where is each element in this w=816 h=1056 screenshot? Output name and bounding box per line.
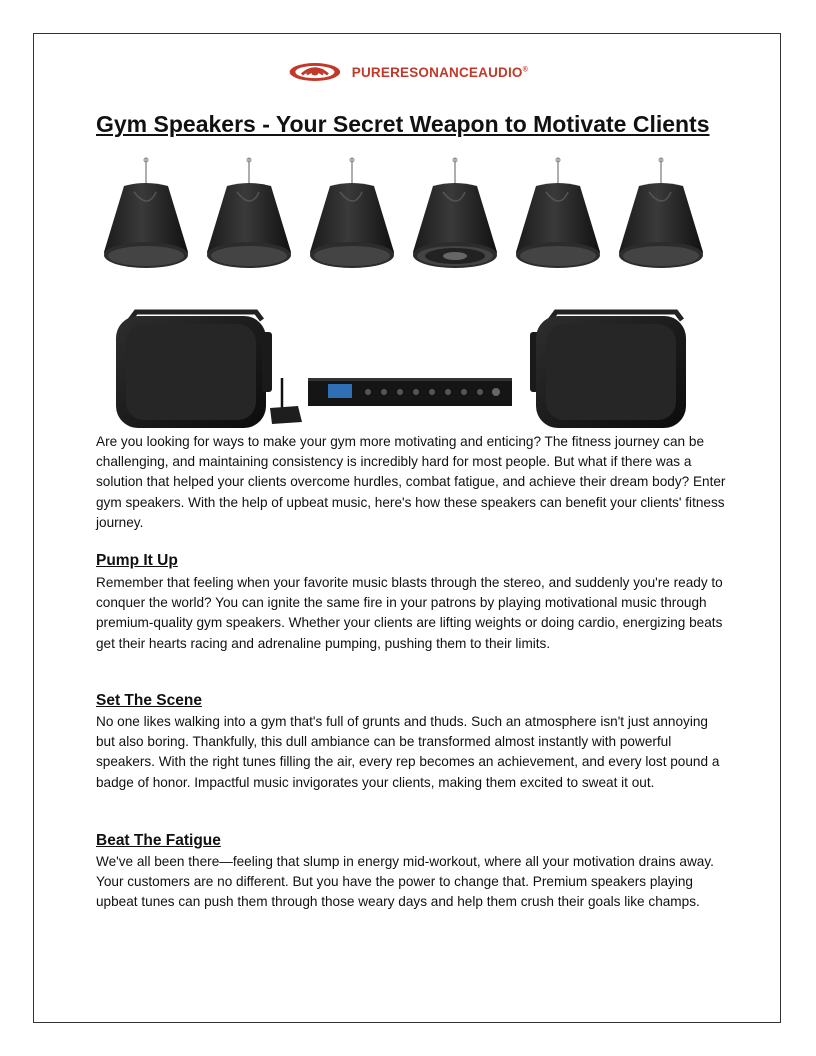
pendant-speaker bbox=[310, 158, 394, 268]
speaker-system-image bbox=[96, 152, 716, 432]
pendant-speaker-open bbox=[413, 158, 497, 268]
logo-mark-icon bbox=[288, 59, 342, 85]
pendant-speaker bbox=[104, 158, 188, 268]
section-body-pump-it-up: Remember that feeling when your favorite music blasts through the stereo, and suddenly you're ready to conquer the world? You can ignite the same fire in your patrons by playing motivational music through premium-quality gym speakers. Whether your clients are lifting weights or doing cardio, energizing beats get their hearts racing and adrenaline pumping, pushing them to their limits. bbox=[96, 575, 723, 651]
document-title: Gym Speakers - Your Secret Weapon to Motivate Clients bbox=[96, 111, 710, 137]
section-heading-pump-it-up: Pump It Up bbox=[96, 552, 178, 569]
brand-logo bbox=[288, 57, 528, 87]
box-speaker-left bbox=[116, 312, 272, 428]
pendant-speaker bbox=[207, 158, 291, 268]
pendant-speaker bbox=[619, 158, 703, 268]
section-heading-set-the-scene: Set The Scene bbox=[96, 692, 202, 709]
wireless-receiver bbox=[270, 378, 302, 424]
intro-paragraph: Are you looking for ways to make your gym more motivating and enticing? The fitness journey can be challenging, and maintaining consistency is incredibly hard for most people. But what if there was a solution that helped your clients overcome hurdles, combat fatigue, and achieve their dream body? Enter gym speakers. With the help of upbeat music, here's how these speakers can benefit your clients' fitness journey. bbox=[96, 434, 726, 530]
logo-text: PURERESONANCEAUDIO® bbox=[351, 64, 528, 80]
section-body-set-the-scene: No one likes walking into a gym that's full of grunts and thuds. Such an atmosphere isn't just annoying but also boring. Thankfully, this dull ambiance can be transformed almost instantly with powerful speakers. With the right tunes filling the air, every rep becomes an achievement, and every lost pound a badge of honor. Impactful music invigorates your clients, making them excited to sweat it out. bbox=[96, 714, 720, 790]
pendant-speaker bbox=[516, 158, 600, 268]
box-speaker-right bbox=[530, 312, 686, 428]
section-heading-beat-the-fatigue: Beat The Fatigue bbox=[96, 832, 221, 849]
rack-amplifier bbox=[308, 378, 512, 406]
section-body-beat-the-fatigue: We've all been there—feeling that slump in energy mid-workout, where all your motivation drains away. Your customers are no different. But you have the power to change that. Premium speakers playing upbeat tunes can push them through those weary days and help them crush their goals like champs. bbox=[96, 854, 714, 910]
